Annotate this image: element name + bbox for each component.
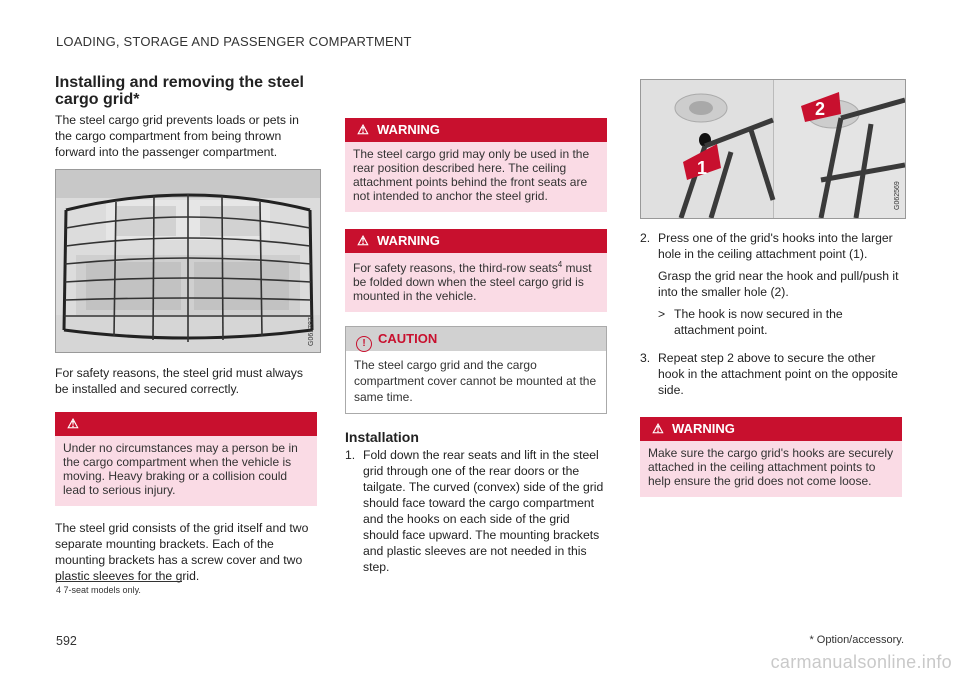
step-1 (345, 447, 607, 575)
result-text: The hook is now secured in the attachment point. (674, 307, 843, 337)
warning-text: Under no circumstances may a person be in the cargo compartment when the vehicle is moving. Heavy braking or a collision could lead to serious injury. (55, 436, 317, 506)
watermark: carmanualsonline.info (770, 652, 952, 672)
warning-header (55, 412, 317, 436)
step-number: 2. (640, 231, 651, 245)
warning-text-part: For safety reasons, the third-row seats (353, 261, 558, 275)
step-number: 1. (345, 448, 356, 462)
svg-text:1: 1 (697, 158, 708, 178)
grid-description: The steel grid consists of the grid itself and two separate mounting brackets. Each of the mounting brackets has a screw cover and two plastic sleeves for the grid. (55, 521, 309, 583)
step-text: Fold down the rear seats and lift in the steel grid through one of the rear doors or the tailgate. The curved (convex) side of the grid should face toward the cargo compartment and the hooks on each side of the grid should face upward. The mounting brackets and plastic sleeves are not needed in this step. (363, 448, 604, 574)
image-code: G061787 (308, 317, 315, 346)
warning-box-2 (345, 118, 607, 212)
warning-label: WARNING (377, 122, 440, 137)
caution-circle-icon: ! (356, 336, 372, 352)
caution-header (346, 327, 606, 351)
intro-text: The steel cargo grid prevents loads or pets in the cargo compartment from being thrown forward into the passenger compartment. (55, 113, 299, 159)
warning-text (345, 253, 607, 312)
footnote-ref: 4 (557, 260, 563, 269)
warning-triangle-icon: ⚠ (357, 233, 369, 248)
warning-header (345, 118, 607, 142)
image-code: G062569 (894, 181, 901, 210)
warning-text: Make sure the cargo grid's hooks are securely attached in the ceiling attachment points to help ensure the grid does not come loose. (640, 441, 902, 497)
caution-text: The steel cargo grid and the cargo compartment cover cannot be mounted at the same time. (354, 358, 597, 404)
warning-box-1 (55, 412, 317, 506)
warning-header (345, 229, 607, 253)
warning-triangle-icon: ⚠ (67, 416, 79, 431)
step-2 (640, 230, 902, 262)
footnote-text: 7-seat models only. (63, 585, 141, 595)
column-1 (55, 74, 317, 584)
column-2 (345, 78, 607, 575)
warning-triangle-icon: ⚠ (652, 421, 664, 436)
warning-box-3 (345, 229, 607, 312)
section-title: Installing and removing the steel cargo grid* (55, 74, 304, 108)
page-header: LOADING, STORAGE AND PASSENGER COMPARTMENT (56, 34, 412, 49)
caution-box (345, 326, 607, 414)
svg-text:2: 2 (815, 99, 826, 119)
step-text: Repeat step 2 above to secure the other hook in the attachment point on the opposite side. (658, 351, 898, 397)
step-3 (640, 350, 902, 398)
column-3 (640, 79, 902, 497)
cargo-grid-image (55, 169, 321, 353)
installation-title: Installation (345, 429, 419, 445)
option-note: * Option/accessory. (809, 634, 904, 646)
step-2-result (658, 306, 902, 338)
warning-text: The steel cargo grid may only be used in the rear position described here. The ceiling attachment points behind the front seats are not intended to anchor the steel grid. (345, 142, 607, 212)
warning-triangle-icon: ⚠ (357, 122, 369, 137)
step-number: 3. (640, 351, 651, 365)
warning-label: WARNING (672, 421, 735, 436)
warning-label: WARNING (377, 233, 440, 248)
warning-text-part: must be folded down when the steel cargo grid is mounted in the vehicle. (353, 261, 592, 303)
footnote-rule (56, 581, 182, 582)
warning-box-4 (640, 417, 902, 497)
footnote (56, 585, 141, 595)
page-number: 592 (56, 634, 77, 648)
result-arrow-icon: > (658, 307, 666, 321)
footnote-number: 4 (56, 585, 62, 595)
step-2-subtext: Grasp the grid near the hook and pull/push it into the smaller hole (2). (658, 269, 899, 299)
safety-note: For safety reasons, the steel grid must always be installed and secured correctly. (55, 366, 303, 396)
caution-label: CAUTION (378, 331, 438, 346)
attachment-point-image (640, 79, 906, 219)
warning-header (640, 417, 902, 441)
step-text: Press one of the grid's hooks into the larger hole in the ceiling attachment point (1). (658, 231, 893, 261)
